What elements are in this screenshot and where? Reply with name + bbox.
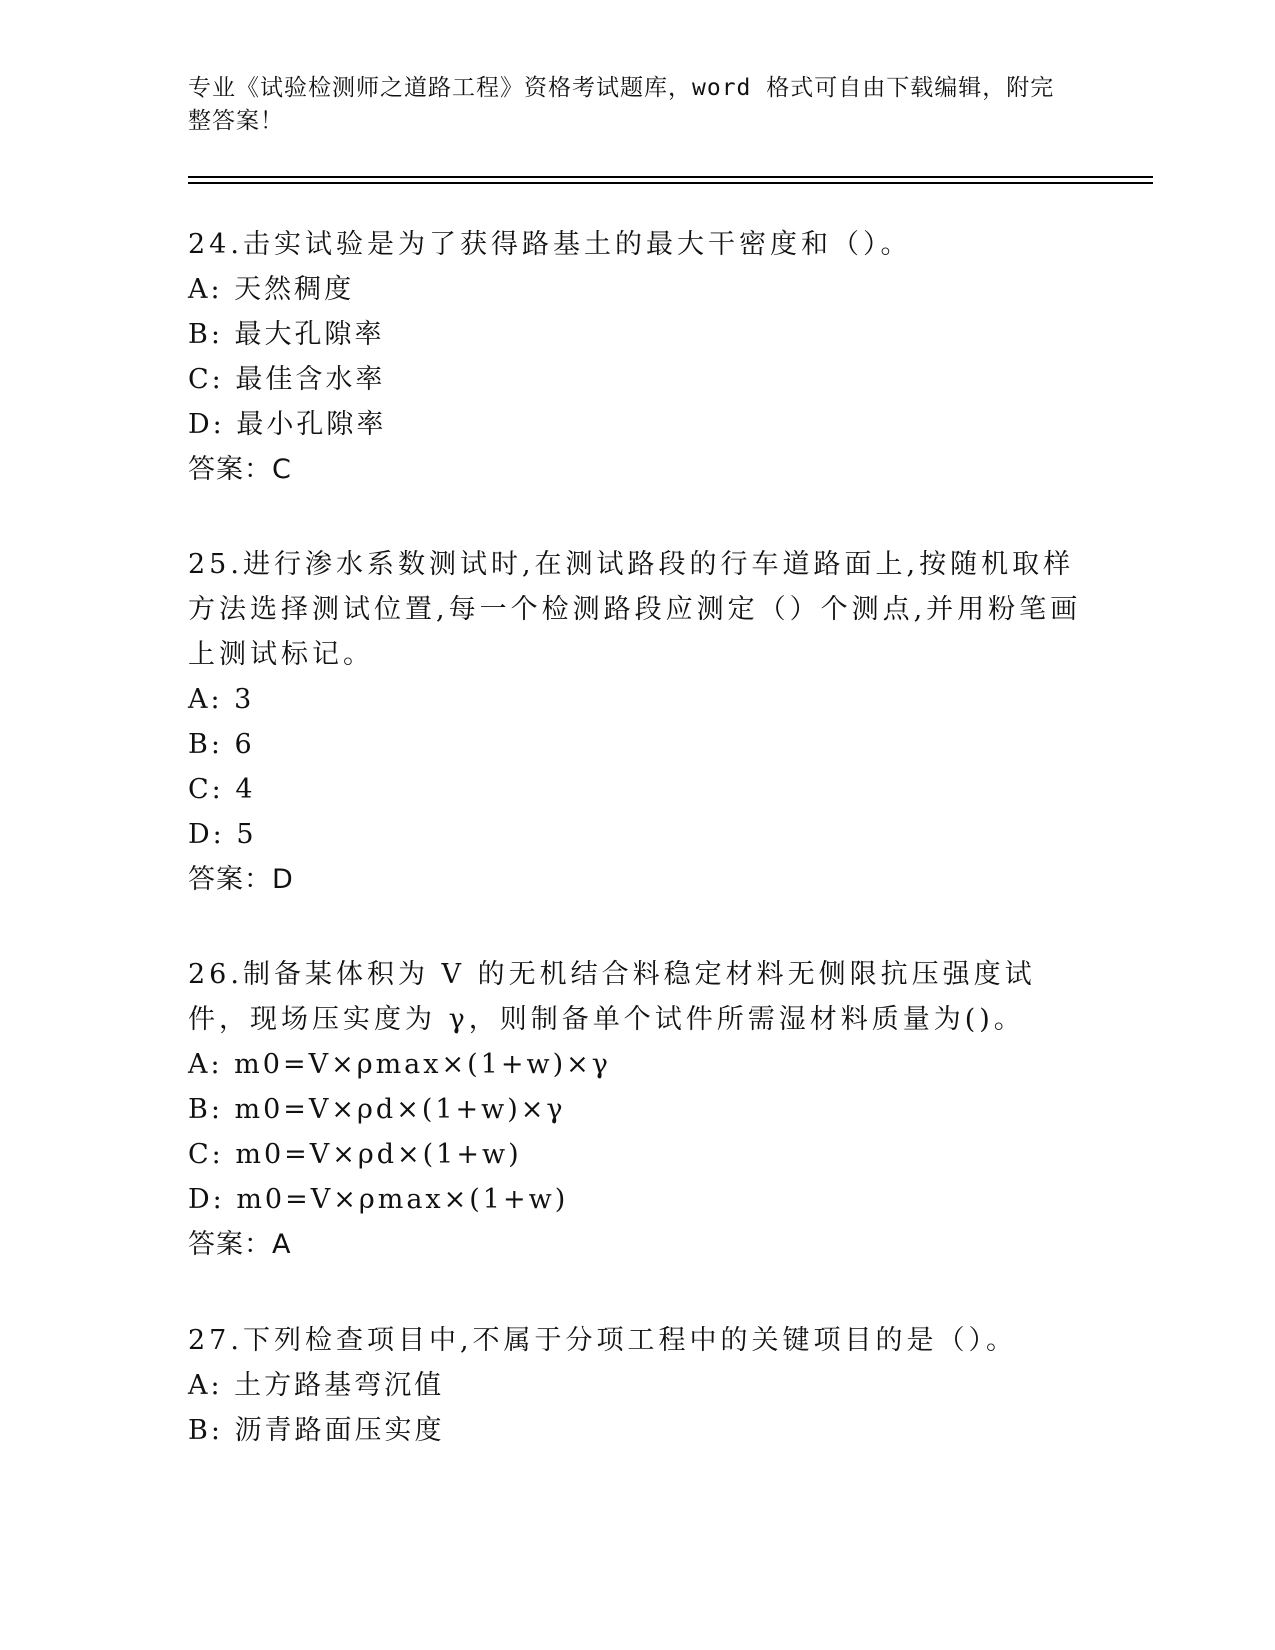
header-divider-bottom (188, 182, 1153, 184)
question-25 (188, 542, 1088, 902)
answer-line: 答案：D (188, 864, 294, 895)
option-b: B: 最大孔隙率 (188, 319, 385, 350)
question-26 (188, 952, 1088, 1267)
option-d: D: m0=V×ρmax×(1+w) (188, 1184, 569, 1215)
question-stem: 26.制备某体积为 V 的无机结合料稳定材料无侧限抗压强度试件，现场压实度为 γ，则制备单个试件所需湿材料质量为()。 (188, 959, 1036, 1035)
document-intro: 专业《试验检测师之道路工程》资格考试题库，word 格式可自由下载编辑，附完整答案！ (188, 75, 1055, 134)
answer-line: 答案：A (188, 1229, 292, 1260)
option-a: A: 土方路基弯沉值 (188, 1370, 445, 1401)
option-b: B: 沥青路面压实度 (188, 1415, 445, 1446)
option-a: A: m0=V×ρmax×(1+w)×γ (188, 1049, 611, 1080)
option-a: A: 天然稠度 (188, 274, 355, 305)
option-d: D: 最小孔隙率 (188, 409, 387, 440)
question-stem: 27.下列检查项目中,不属于分项工程中的关键项目的是（）。 (188, 1325, 1018, 1356)
option-d: D: 5 (188, 819, 257, 850)
question-27 (188, 1318, 1088, 1453)
answer-line: 答案：C (188, 454, 292, 485)
question-stem: 24.击实试验是为了获得路基土的最大干密度和（）。 (188, 229, 912, 260)
option-b: B: 6 (188, 729, 255, 760)
option-c: C: 最佳含水率 (188, 364, 386, 395)
header-divider-top (188, 176, 1153, 178)
question-24 (188, 222, 1088, 492)
option-b: B: m0=V×ρd×(1+w)×γ (188, 1094, 566, 1125)
question-stem: 25.进行渗水系数测试时,在测试路段的行车道路面上,按随机取样方法选择测试位置,每一个检测路段应测定（）个测点,并用粉笔画上测试标记。 (188, 549, 1082, 670)
option-c: C: 4 (188, 774, 256, 805)
option-c: C: m0=V×ρd×(1+w) (188, 1139, 522, 1170)
option-a: A: 3 (188, 684, 255, 715)
